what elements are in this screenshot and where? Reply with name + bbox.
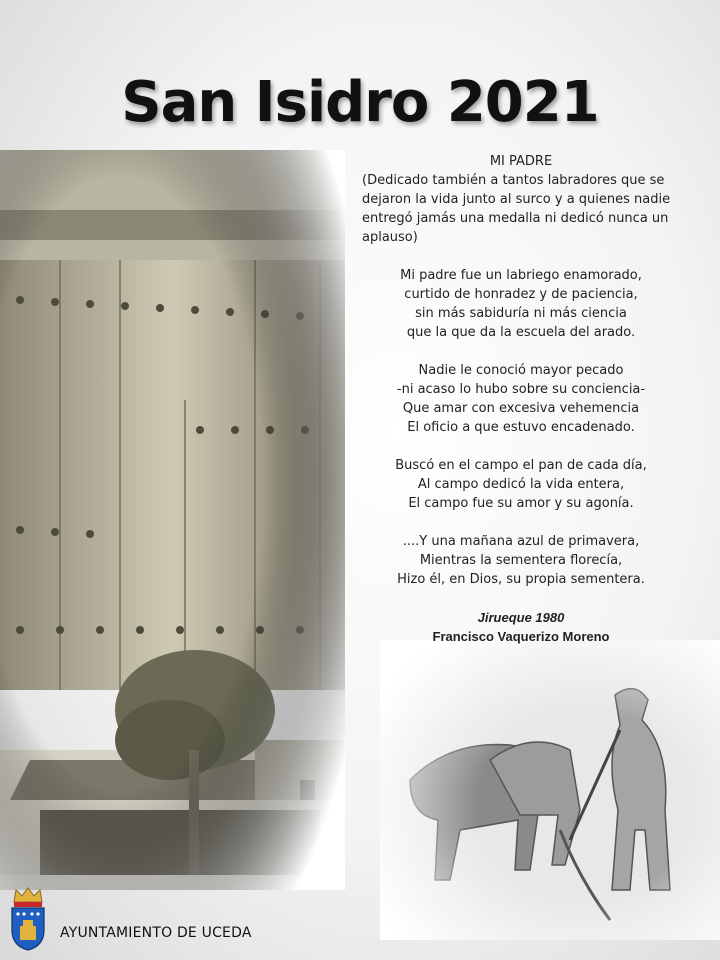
poem-line: Al campo dedicó la vida entera, [417,477,625,492]
poem [362,152,680,646]
poem-line: Buscó en el campo el pan de cada día, [395,458,647,473]
poem-line: sin más sabiduría ni más ciencia [415,306,627,321]
stanza [362,361,680,437]
municipality-name: AYUNTAMIENTO DE UCEDA [60,925,252,941]
poem-line: Que amar con excesiva vehemencia [402,401,640,416]
page-title: San Isidro 2021 [121,69,599,135]
poem-line: Nadie le conoció mayor pecado [418,363,624,378]
poem-line: ....Y una mañana azul de primavera, [402,534,640,549]
poem-line: curtido de honradez y de paciencia, [404,287,638,302]
poem-line: que la que da la escuela del arado. [406,325,636,340]
footer [8,886,252,952]
poem-line: Mientras la sementera florecía, [419,553,623,568]
poem-line: Hizo él, en Dios, su propia sementera. [397,572,645,587]
stanza [362,456,680,513]
ploughing-sketch [380,640,720,940]
stanza [362,266,680,342]
author-name: Francisco Vaquerizo Moreno [432,629,610,644]
stanza [362,532,680,589]
poem-line: El oficio a que estuvo encadenado. [407,420,635,435]
signature [362,608,680,646]
place-year: Jirueque 1980 [477,610,565,625]
poem-line: -ni acaso lo hubo sobre su conciencia- [396,382,646,397]
poem-dedication: (Dedicado también a tantos labradores que se dejaron la vida junto al surco y a quienes nadie entregó jamás una medalla ni dedicó nunca un aplauso) [362,173,671,245]
poem-line: Mi padre fue un labriego enamorado, [400,268,642,283]
door-building-photo [0,150,345,890]
municipal-crest-icon [8,886,48,952]
poem-line: El campo fue su amor y su agonía. [408,496,634,511]
poem-title: MI PADRE [489,154,553,169]
